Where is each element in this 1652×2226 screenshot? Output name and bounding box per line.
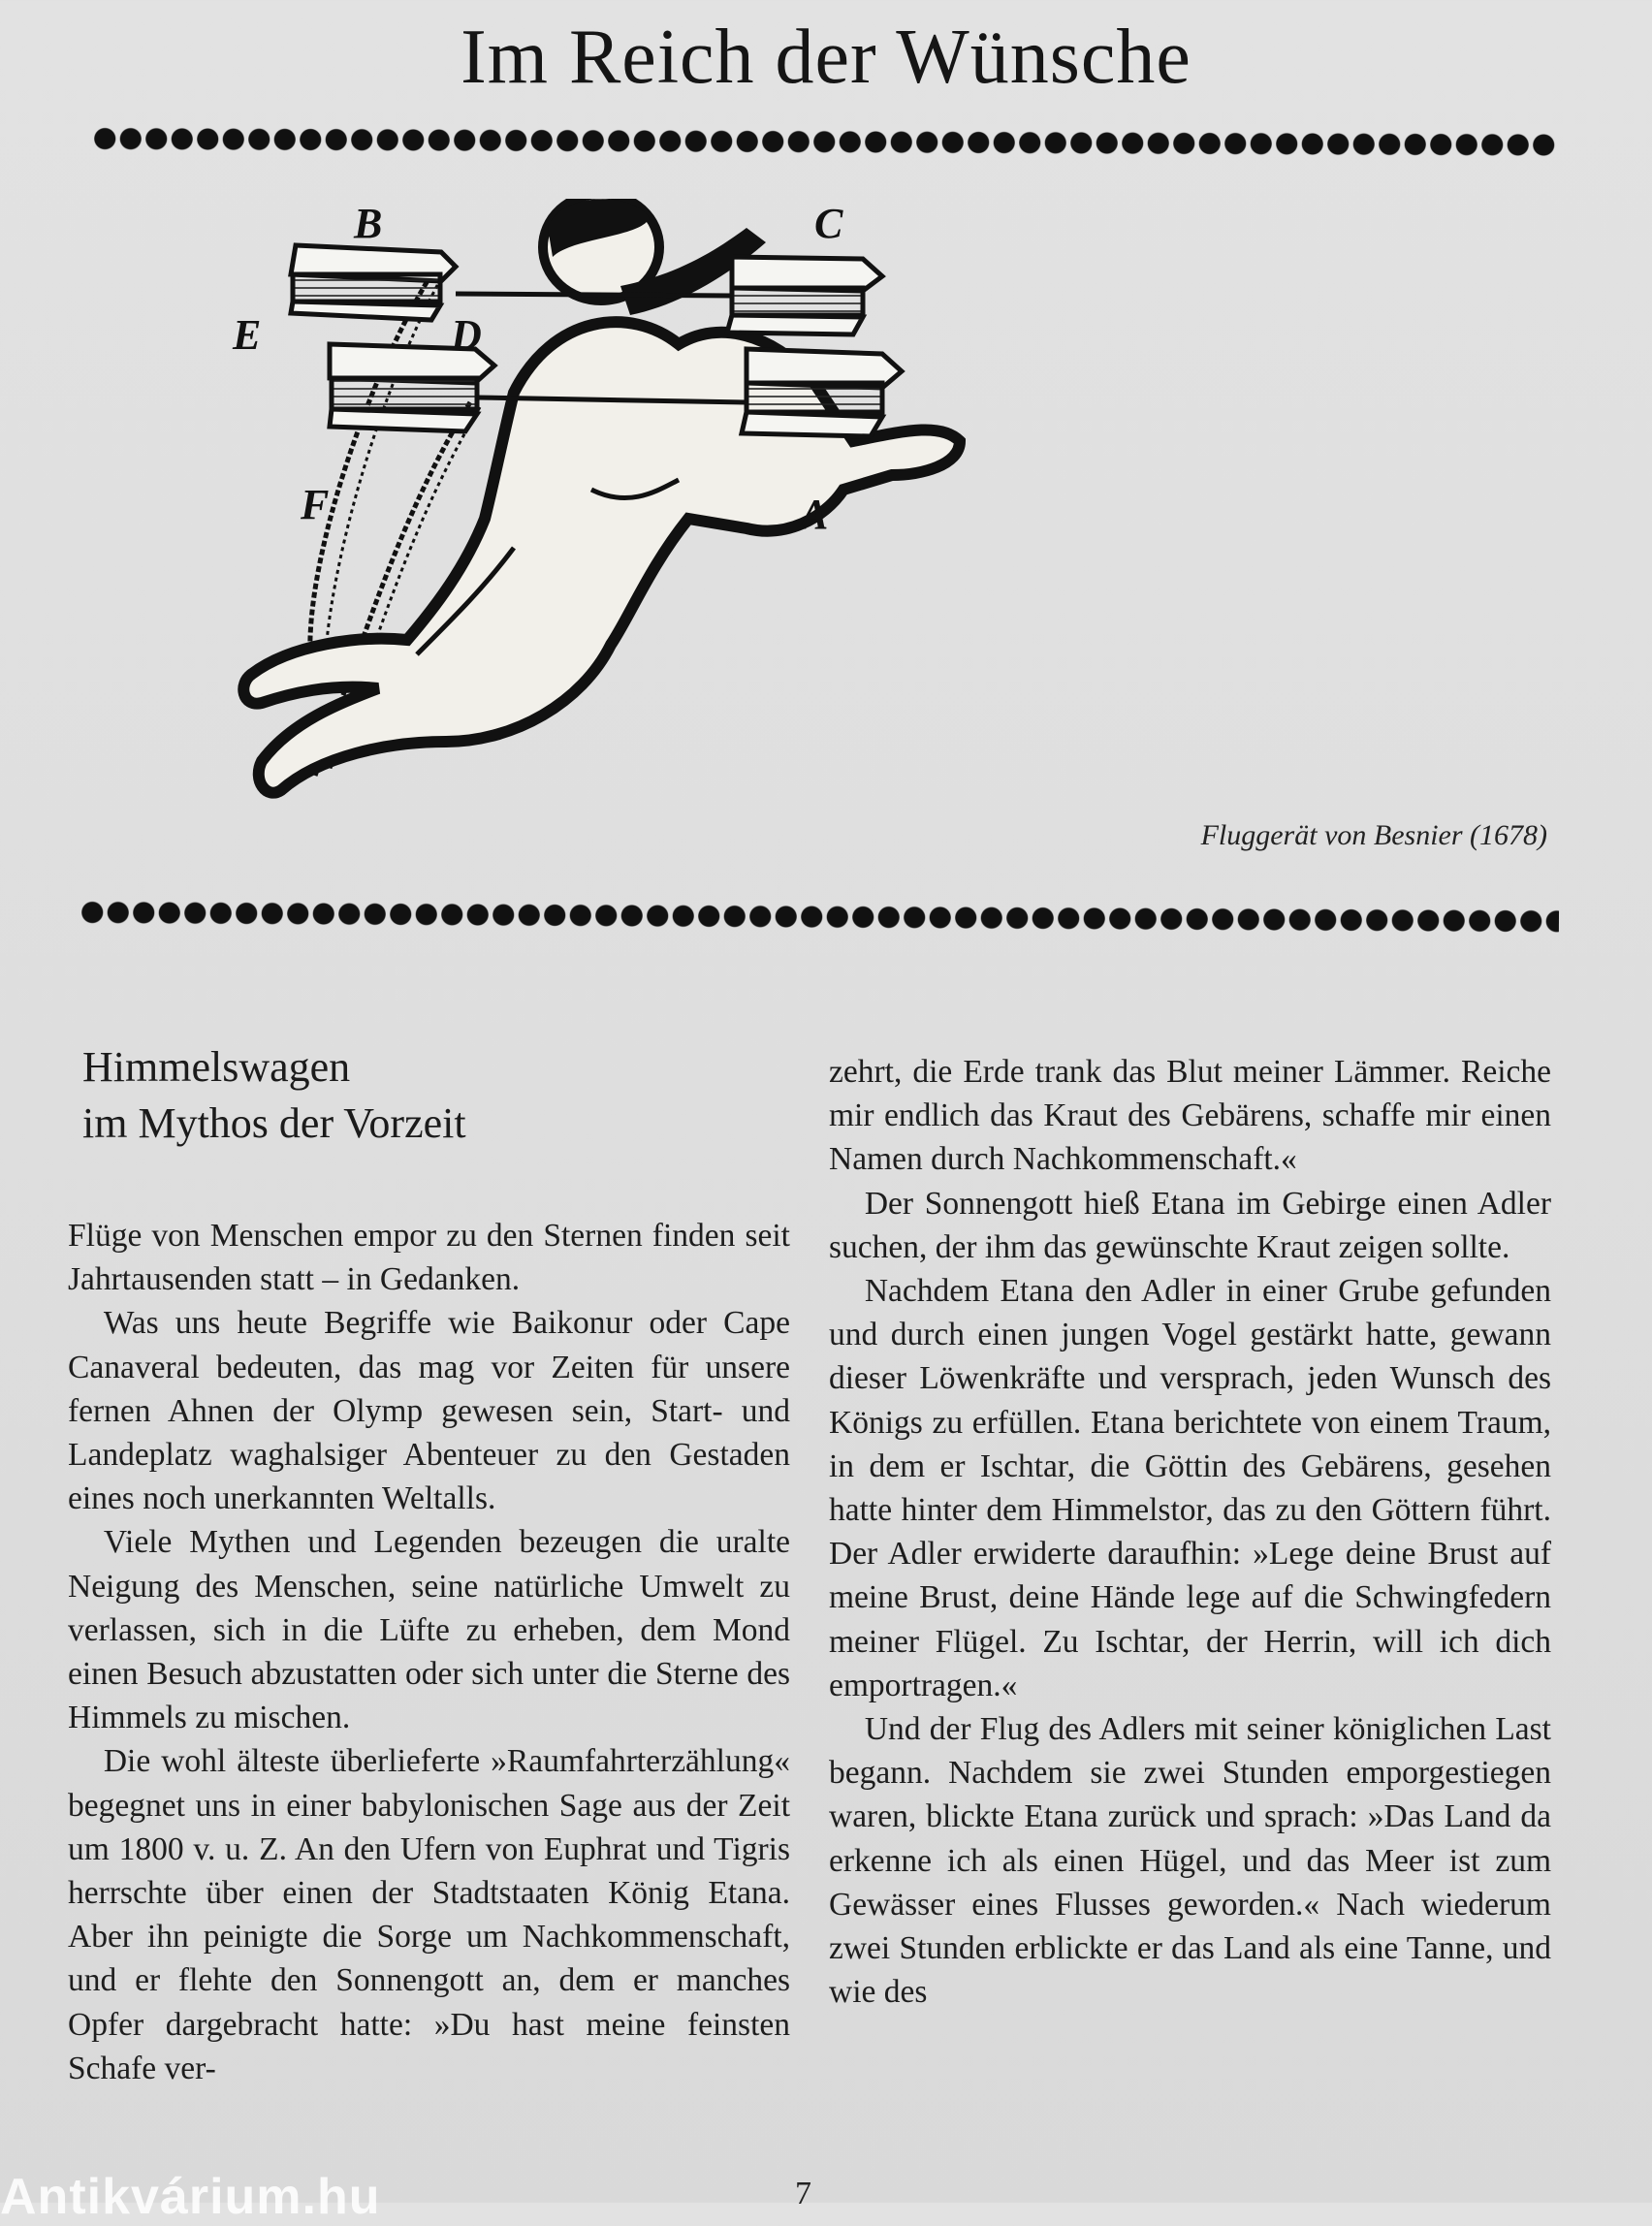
paragraph: Viele Mythen und Legenden bezeugen die uralte Neigung des Menschen, seine natürliche Umwelt zu verlassen, sich in die Lüfte zu erheben, dem Mond einen Besuch abzustatten oder sich unter die Sterne des Himmels zu mischen. [68, 1524, 790, 1736]
illustration-caption: Fluggerät von Besnier (1678) [1200, 819, 1547, 851]
label-c: C [814, 200, 843, 247]
page-title: Im Reich der Wünsche [461, 15, 1191, 100]
label-e: E [233, 311, 262, 359]
heading-line-2: im Mythos der Vorzeit [82, 1099, 466, 1147]
paragraph: Was uns heute Begriffe wie Baikonur oder Cape Canaveral bedeuten, das mag vor Zeiten für unsere fernen Ahnen der Olymp gewesen sein, Start- und Landeplatz waghalsiger Abenteuer zu den Gestaden eines noch unerkannten Weltalls. [68, 1305, 790, 1517]
paragraph: zehrt, die Erde trank das Blut meiner Lämmer. Reiche mir endlich das Kraut des Gebärens, schaffe mir einen Namen durch Nachkommenschaft.« [829, 1054, 1551, 1178]
paragraph: Nachdem Etana den Adler in einer Grube gefunden und durch einen jungen Vogel gestärkt hatte, gewann dieser Löwenkräfte und versprach, jeden Wunsch des Königs zu erfüllen. Etana berichtete von einem Traum, in dem er Ischtar, die Göttin des Gebärens, gesehen hatte hinter dem Himmelstor, das zu den Göttern führt. Der Adler erwiderte daraufhin: »Lege deine Brust auf meine Brust, deine Hände lege auf die Schwingfedern meiner Flügel. Zu Ischtar, der Herrin, will ich dich emportragen.« [829, 1273, 1551, 1703]
page-number: 7 [795, 2176, 811, 2211]
article-heading [82, 1039, 466, 1152]
label-b: B [354, 200, 383, 247]
heading-line-1: Himmelswagen [82, 1043, 351, 1091]
top-dotted-rule [92, 126, 1556, 158]
label-f: F [301, 481, 330, 528]
label-a: A [800, 491, 829, 538]
left-column [68, 1214, 790, 2090]
paragraph: Die wohl älteste überlieferte »Raumfahrterzählung« begegnet uns in einer babylonischen Sage aus der Zeit um 1800 v. u. Z. An den Ufern von Euphrat und Tigris herrschte über einen der Stadtstaaten König Etana. Aber ihn peinigte die Sorge um Nachkommenschaft, und er flehte den Sonnengott an, dem er manches Opfer dargebracht hatte: »Du hast meine feinsten Schafe ver- [68, 1743, 790, 2086]
right-column [829, 1050, 1551, 2014]
paragraph: Flüge von Menschen empor zu den Sternen finden seit Jahrtausenden statt – in Gedanken. [68, 1218, 790, 1298]
paragraph: Und der Flug des Adlers mit seiner königlichen Last begann. Nachdem sie zwei Stunden emporgestiegen waren, blickte Etana zurück und sprach: »Das Land da erkenne ich als einen Hügel, und das Meer ist zum Gewässer eines Flusses geworden.« Nach wiederum zwei Stunden erblickte er das Land als eine Tanne, und wie des [829, 1711, 1551, 2011]
label-d: D [451, 311, 482, 359]
watermark: Antikvárium.hu [0, 2169, 381, 2225]
flying-machine-illustration [223, 199, 1318, 877]
paragraph: Der Sonnengott hieß Etana im Gebirge einen Adler suchen, der ihm das gewünschte Kraut zeigen sollte. [829, 1185, 1551, 1265]
bottom-dotted-rule [79, 900, 1559, 934]
